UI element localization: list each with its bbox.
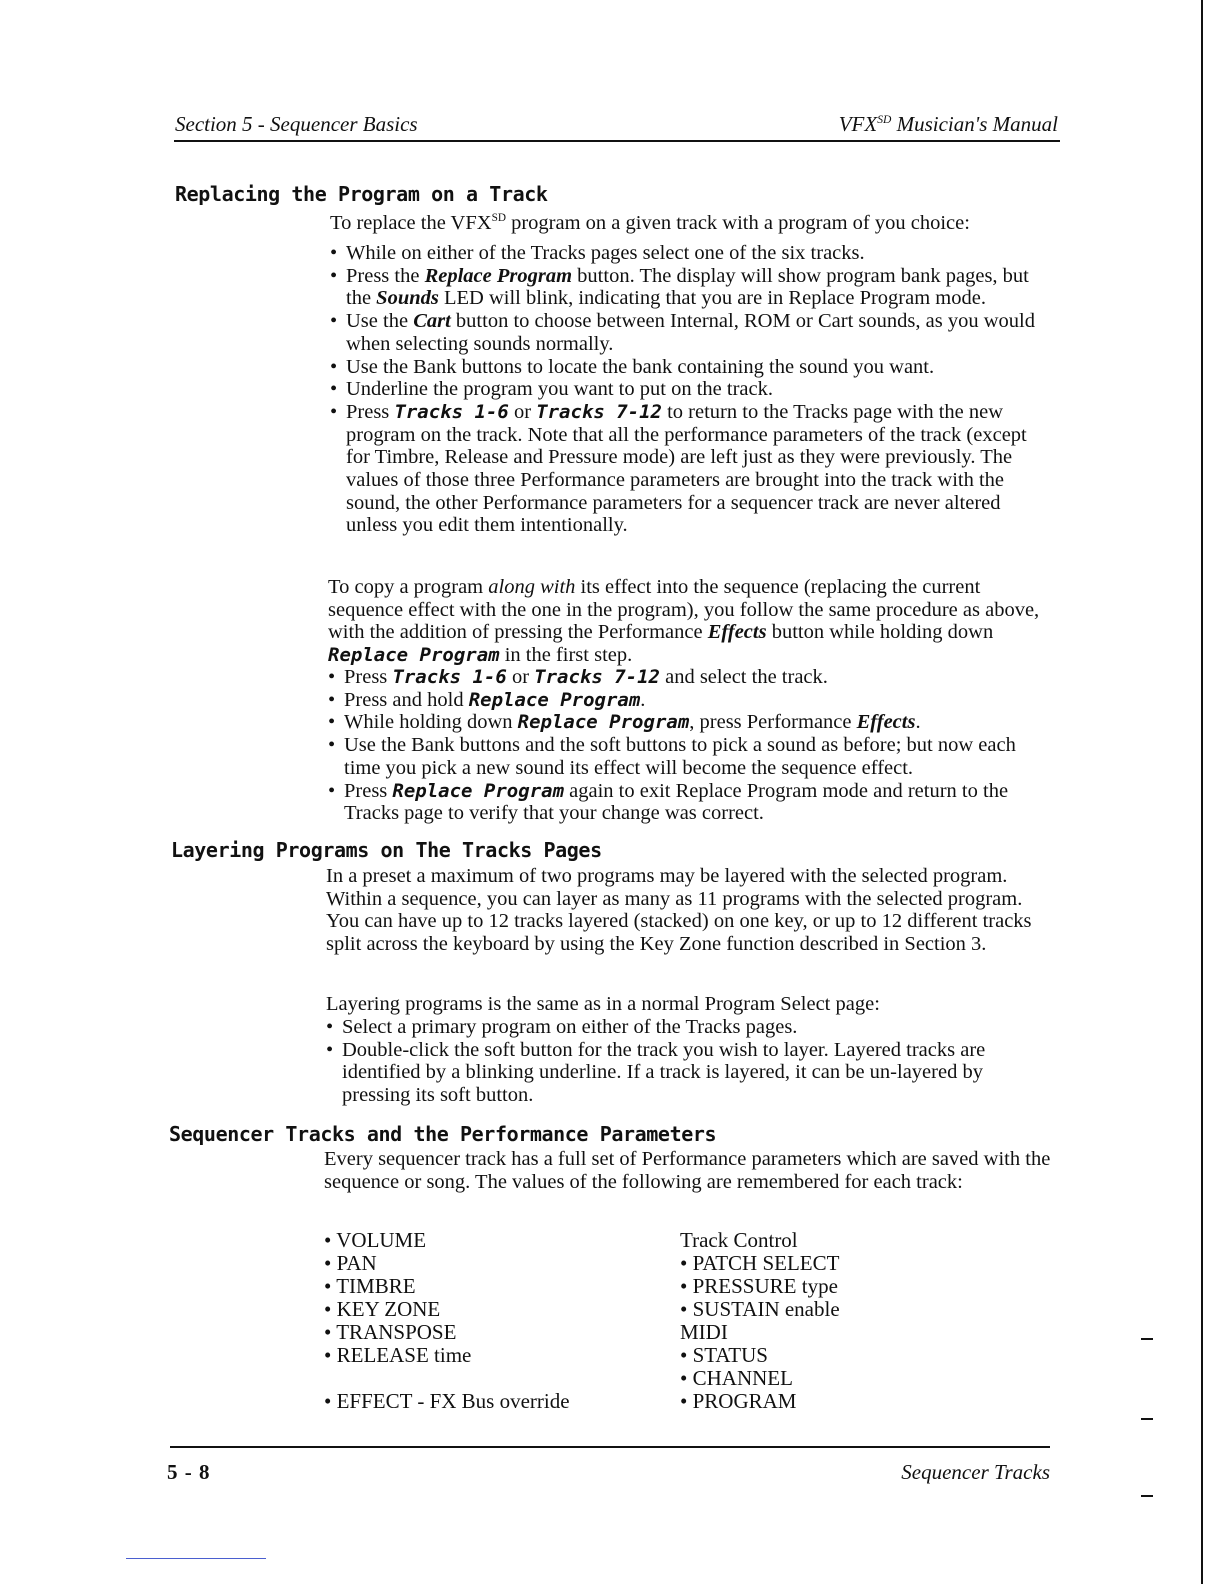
scan-edge-line: [1201, 0, 1203, 1584]
sequencer-paragraph: Every sequencer track has a full set of Performance parameters which are saved with the sequence or song. The values of the following are remembered for each track:: [324, 1148, 1051, 1193]
list-item: • VOLUME: [324, 1229, 570, 1252]
list-item: • Press Tracks 1-6 or Tracks 7-12 to return to the Tracks page with the new program on the track. Note that all the performance parameters of the track (except for Timbre, Release and Pressure mode) are left just as they were previously. The values of those three Performance parameters are brought into the track with the sound, the other Performance parameters for a sequencer track are never altered unless you edit them intentionally.: [328, 401, 1050, 537]
list-item: • RELEASE time: [324, 1344, 570, 1367]
footer-title: Sequencer Tracks: [901, 1460, 1050, 1484]
scan-mark: [1141, 1495, 1153, 1497]
list-item: • PRESSURE type: [680, 1275, 840, 1298]
list-item: • KEY ZONE: [324, 1298, 570, 1321]
list-item: • Use the Bank buttons to locate the bank containing the sound you want.: [328, 356, 1050, 379]
list-item: • Press the Replace Program button. The display will show program bank pages, but the Sounds LED will blink, indicating that you are in Replace Program mode.: [328, 265, 1050, 310]
performance-params-left-column: [324, 1229, 570, 1413]
scan-mark: [1141, 1338, 1153, 1340]
page-number: 5 - 8: [167, 1460, 211, 1484]
list-item: • EFFECT - FX Bus override: [324, 1390, 570, 1413]
running-header-manual: $VFX^{SD}$ Musician's Manual: [838, 112, 1058, 136]
layering-paragraph: In a preset a maximum of two programs may be layered with the selected program. Within a sequence, you can layer as many as 11 programs with the selected program. You can have up to 12 tracks layered (stacked) on one key, or up to 12 different tracks split across the keyboard by using the Key Zone function described in Section 3.: [326, 865, 1032, 956]
midi-label: MIDI: [680, 1320, 728, 1344]
replacing-intro: To replace the $VFX^{SD}$ program on a given track with a program of you choice:: [330, 211, 970, 234]
copy-with-effect-paragraph: To copy a program along with its effect into the sequence (replacing the current sequence effect with the one in the program), you follow the same procedure as above, with the addition of pressing the Performance Effects button while holding down Replace Program in the first step.: [328, 576, 1040, 667]
list-item: • Underline the program you want to put on the track.: [328, 378, 1050, 401]
list-item: • STATUS: [680, 1344, 840, 1367]
running-header-section: Section 5 - Sequencer Basics: [175, 112, 418, 136]
layering-steps-list: [324, 1016, 1052, 1107]
heading-replacing-program: Replacing the Program on a Track: [175, 182, 548, 206]
list-item: • PATCH SELECT: [680, 1252, 840, 1275]
list-item: • Select a primary program on either of the Tracks pages.: [324, 1016, 1052, 1039]
list-item: • TIMBRE: [324, 1275, 570, 1298]
list-item: • Use the Cart button to choose between Internal, ROM or Cart sounds, as you would when selecting sounds normally.: [328, 310, 1050, 355]
list-item: • Use the Bank buttons and the soft buttons to pick a sound as before; but now each time you pick a new sound its effect will become the sequence effect.: [326, 734, 1050, 779]
heading-layering-programs: Layering Programs on The Tracks Pages: [171, 838, 602, 862]
scan-mark: [1141, 1418, 1153, 1420]
list-item: • PAN: [324, 1252, 570, 1275]
replacing-steps-list: [328, 242, 1050, 537]
list-item: • SUSTAIN enable: [680, 1298, 840, 1321]
track-control-label: Track Control: [680, 1228, 798, 1252]
list-item: • Double-click the soft button for the track you wish to layer. Layered tracks are identified by a blinking underline. If a track is layered, it can be un-layered by pressing its soft button.: [324, 1039, 1052, 1107]
list-item: • Press and hold Replace Program.: [326, 689, 1050, 712]
layering-intro: Layering programs is the same as in a normal Program Select page:: [326, 993, 880, 1015]
heading-sequencer-tracks: Sequencer Tracks and the Performance Parameters: [169, 1122, 717, 1146]
list-item: • CHANNEL: [680, 1367, 840, 1390]
header-rule: [174, 140, 1060, 142]
list-item: • PROGRAM: [680, 1390, 840, 1413]
list-item: • While on either of the Tracks pages select one of the six tracks.: [328, 242, 1050, 265]
list-item: • TRANSPOSE: [324, 1321, 570, 1344]
performance-params-right-column: [680, 1229, 840, 1413]
list-item: • Press Replace Program again to exit Replace Program mode and return to the Tracks page to verify that your change was correct.: [326, 780, 1050, 825]
list-item: • Press Tracks 1-6 or Tracks 7-12 and select the track.: [326, 666, 1050, 689]
scan-blue-line: [126, 1558, 266, 1559]
list-item: • While holding down Replace Program, press Performance Effects.: [326, 711, 1050, 734]
copy-effect-steps-list: [326, 666, 1050, 825]
footer-rule: [170, 1446, 1050, 1448]
